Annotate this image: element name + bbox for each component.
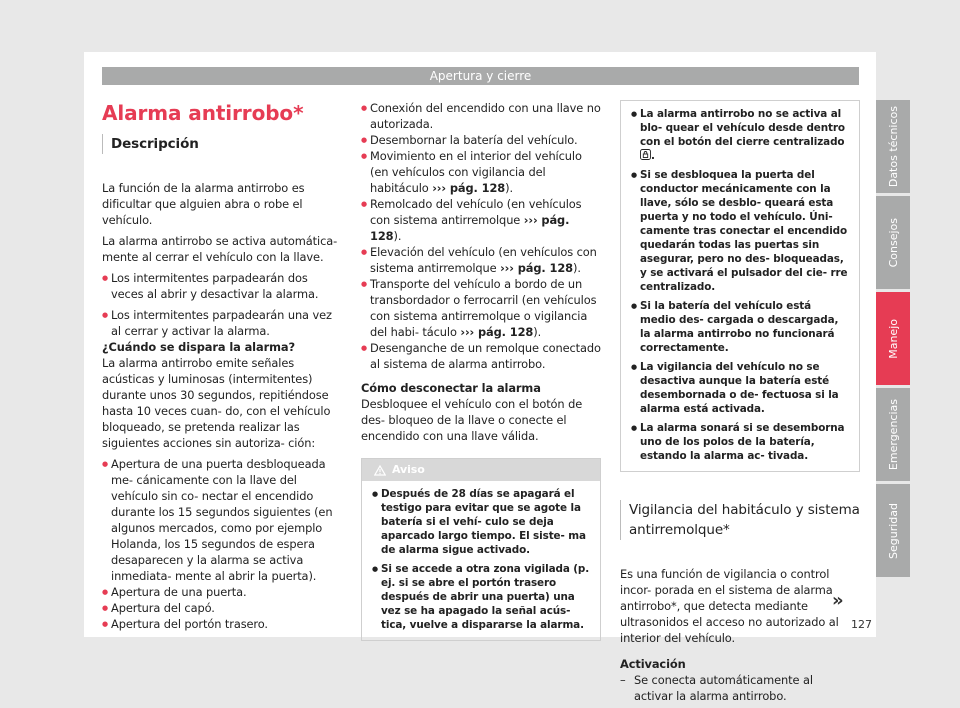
page-title: Alarma antirrobo* bbox=[102, 101, 304, 125]
paragraph: Es una función de vigilancia o control incor- porada en el sistema de alarma antirrobo*, que detecta mediante ultrasonidos el acceso no autorizado al interior del vehículo. bbox=[620, 567, 839, 645]
list-item: ● Movimiento en el interior del vehículo (en vehículos con vigilancia del habitáculo ››› pág. 128). bbox=[361, 148, 601, 196]
subheading: Activación bbox=[620, 657, 686, 671]
tab-emergencias[interactable]: Emergencias bbox=[876, 388, 910, 481]
tab-consejos[interactable]: Consejos bbox=[876, 196, 910, 289]
column-3 bbox=[620, 100, 860, 704]
central-lock-button-icon bbox=[640, 149, 651, 160]
list-item: ● La vigilancia del vehículo no se desactiva aunque la batería esté desembornada o de- fectuosa si la alarma está activada. bbox=[631, 360, 849, 416]
subheading: Cómo desconectar la alarma bbox=[361, 381, 541, 395]
tab-seguridad[interactable]: Seguridad bbox=[876, 484, 910, 577]
list-item: ● Elevación del vehículo (en vehículos con sistema antirremolque ››› pág. 128). bbox=[361, 244, 601, 276]
list-item: ● Apertura de una puerta. bbox=[102, 584, 342, 600]
list-item: ● Después de 28 días se apagará el testigo para evitar que se agote la batería si el vehí- culo se deja aparcado largo tiempo. El siste- ma de alarma sigue activado. bbox=[372, 487, 590, 557]
paragraph: La alarma antirrobo se activa automática- mente al cerrar el vehículo con la llave. bbox=[102, 234, 338, 264]
paragraph: La función de la alarma antirrobo es dificultar que alguien abra o robe el vehículo. bbox=[102, 181, 305, 227]
list-item: ● La alarma sonará si se desemborna uno de los polos de la batería, estando la alarma ac- tivada. bbox=[631, 421, 849, 463]
note-box bbox=[620, 100, 860, 472]
paragraph: La alarma antirrobo emite señales acústicas y luminosas (intermitentes) durante unos 30 segundos, repitiéndose hasta 10 veces cuan- do, con el vehículo bloqueado, se pretenda realizar las siguientes acciones sin autoriza- ción: bbox=[102, 356, 331, 450]
list-item: ● Apertura del capó. bbox=[102, 600, 342, 616]
list-item: – Se conecta automáticamente al activar la alarma antirrobo. bbox=[620, 672, 844, 704]
list-item: ● Si se desbloquea la puerta del conductor mecánicamente con la llave, sólo se desblo- queará esta puerta y no todo el vehículo. Úni- camente tras conectar el encendido quedarán todas las puertas sin asegurar, pero no des- bloqueadas, y se activará el pulsador del cie- rre centralizado. bbox=[631, 168, 849, 294]
list-item: ● Si la batería del vehículo está medio des- cargada o descargada, la alarma antirrobo no funcionará correctamente. bbox=[631, 299, 849, 355]
list-item: ● Conexión del encendido con una llave no autorizada. bbox=[361, 100, 601, 132]
list-item: ● Transporte del vehículo a bordo de un transbordador o ferrocarril (en vehículos con sistema antirremolque o vigilancia del habi- táculo ››› pág. 128). bbox=[361, 276, 601, 340]
notice-label: Aviso bbox=[392, 463, 425, 476]
page-reference-link[interactable]: ››› pág. 128 bbox=[432, 181, 506, 195]
section-title: Vigilancia del habitáculo y sistema antirremolque* bbox=[620, 500, 860, 540]
notice-box bbox=[361, 458, 601, 641]
list-item: ● Si se accede a otra zona vigilada (p. ej. si se abre el portón trasero después de abrir una puerta) una vez se ha apagado la señal acús- tica, vuelve a dispararse la alarma. bbox=[372, 562, 590, 632]
page-number: 127 bbox=[851, 618, 872, 631]
continue-indicator: » bbox=[832, 590, 844, 611]
page-reference-link[interactable]: ››› pág. 128 bbox=[370, 213, 570, 243]
list-item: ● Los intermitentes parpadearán dos veces al abrir y desactivar la alarma. bbox=[102, 270, 342, 302]
tab-datos-tecnicos[interactable]: Datos técnicos bbox=[876, 100, 910, 193]
page-reference-link[interactable]: ››› pág. 128 bbox=[460, 325, 534, 339]
list-item: ● Remolcado del vehículo (en vehículos con sistema antirremolque ››› pág. 128). bbox=[361, 196, 601, 244]
list-item: ● Apertura del portón trasero. bbox=[102, 616, 342, 632]
column-2 bbox=[361, 100, 601, 641]
subtitle: Descripción bbox=[102, 134, 342, 154]
tab-manejo[interactable]: Manejo bbox=[876, 292, 910, 385]
list-item: ● Desenganche de un remolque conectado al sistema de alarma antirrobo. bbox=[361, 340, 601, 372]
chapter-tabs bbox=[876, 100, 910, 580]
warning-triangle-icon bbox=[374, 465, 386, 476]
list-item: ● Los intermitentes parpadearán una vez al cerrar y activar la alarma. bbox=[102, 307, 342, 339]
page-reference-link[interactable]: ››› pág. 128 bbox=[500, 261, 573, 275]
section-header: Apertura y cierre bbox=[102, 67, 859, 85]
list-item: ● La alarma antirrobo no se activa al blo- quear el vehículo desde dentro con el botón del cierre centralizado . bbox=[631, 107, 849, 163]
list-item: ● Apertura de una puerta desbloqueada me- cánicamente con la llave del vehículo sin co- nectar el encendido durante los 15 segundos siguientes (en algunos mercados, como por ejemplo Holanda, los 15 segundos de espera desaparecen y la alarma se activa inmediata- mente al abrir la puerta). bbox=[102, 456, 342, 584]
list-item: ● Desembornar la batería del vehículo. bbox=[361, 132, 601, 148]
column-1 bbox=[102, 100, 342, 632]
subheading: ¿Cuándo se dispara la alarma? bbox=[102, 340, 295, 354]
notice-header bbox=[362, 459, 600, 481]
notice-body bbox=[362, 481, 600, 640]
paragraph: Desbloquee el vehículo con el botón de des- bloqueo de la llave o conecte el encendido con una llave válida. bbox=[361, 397, 583, 443]
